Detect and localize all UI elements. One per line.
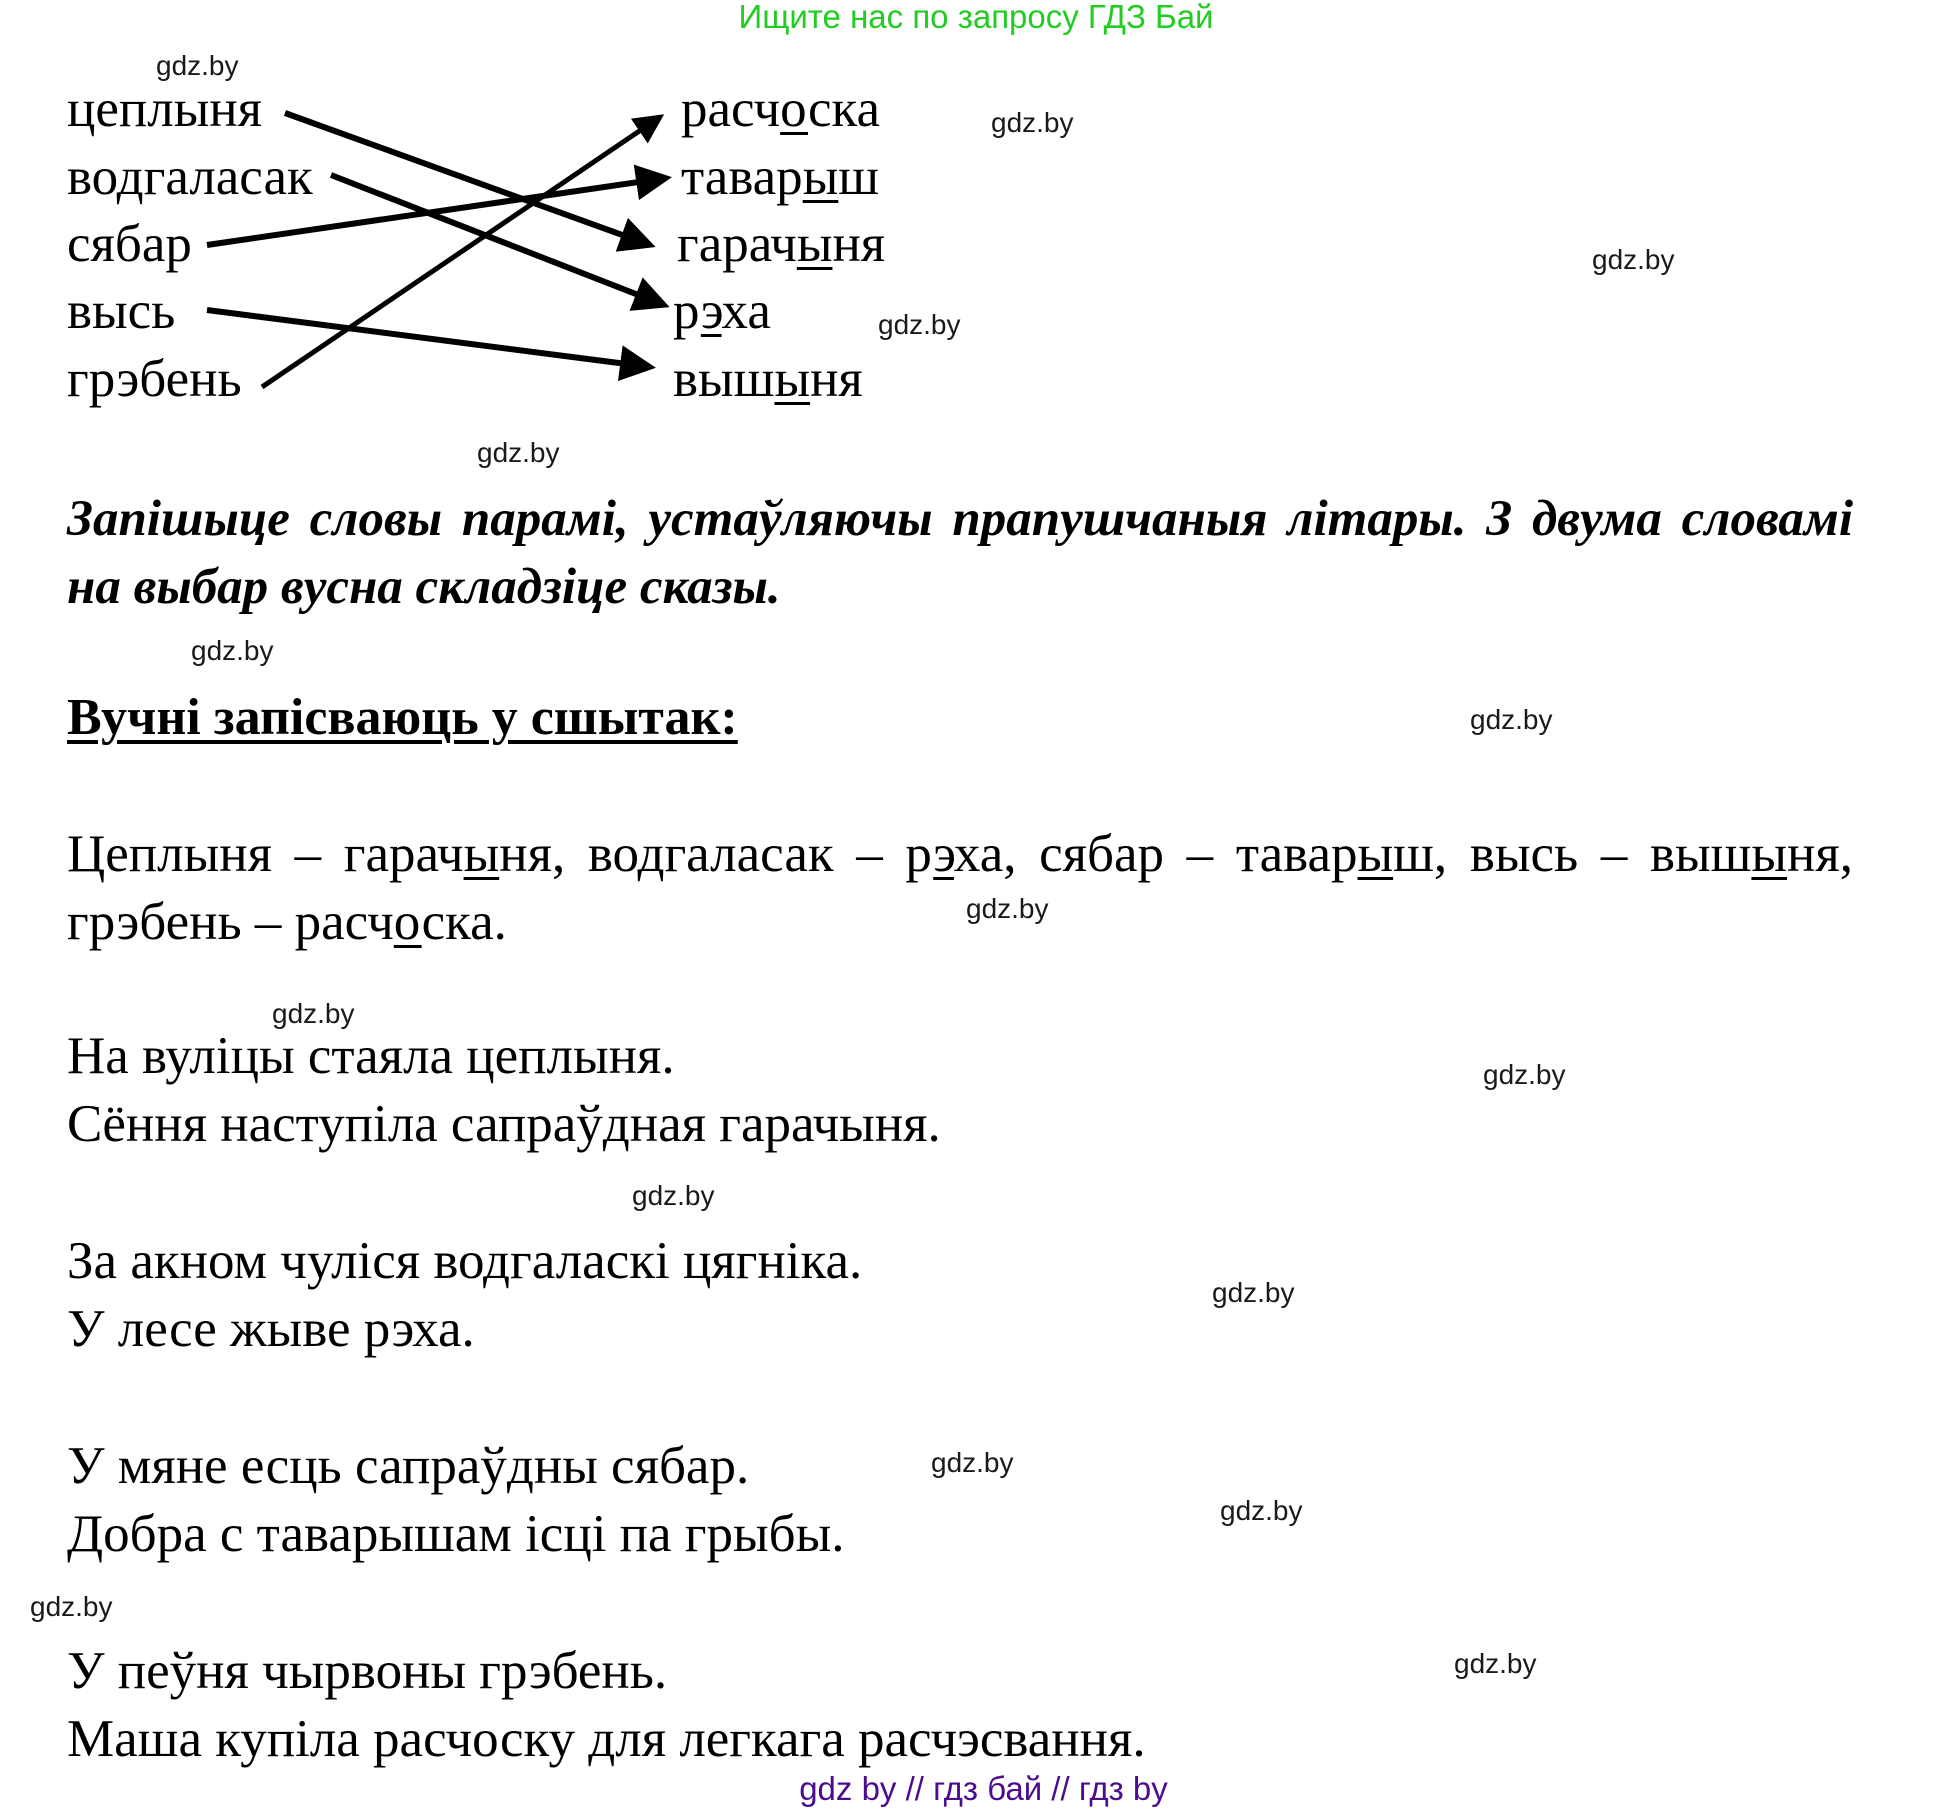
inserted-letter: ы: [796, 215, 833, 273]
watermark: gdz.by: [1212, 1277, 1295, 1308]
left-word: цеплыня: [67, 80, 263, 138]
answer-text: Цеплыня – гарач: [67, 825, 464, 883]
example-sentence: У пеўня чырвоны грэбень.: [67, 1642, 668, 1700]
watermark: gdz.by: [30, 1591, 113, 1622]
answer-text: ня, водгаласак – р: [499, 825, 934, 883]
word-part: ня: [832, 215, 886, 273]
inserted-letter: э: [933, 825, 954, 883]
answer-text: ш, высь – выш: [1393, 825, 1752, 883]
watermark: gdz.by: [477, 437, 560, 468]
task-instruction: Запішыце словы парамі, устаўляючы прапушчаныя літары. З двума словамі на выбар вусна складзіце сказы.: [67, 491, 1853, 615]
inserted-letter: э: [700, 282, 722, 340]
arrow-icon: [207, 310, 650, 367]
word-part: ш: [838, 148, 880, 206]
inserted-letter: ы: [463, 825, 500, 883]
arrow-icon: [207, 178, 666, 245]
inserted-letter: ы: [774, 350, 811, 408]
answer-text: ня, грэбень – расч: [67, 825, 1854, 951]
watermark: gdz.by: [878, 309, 961, 340]
inserted-letter: о: [780, 80, 808, 138]
answer-text: ска.: [421, 893, 507, 951]
word-part: ня: [810, 350, 863, 408]
inserted-letter: о: [393, 893, 422, 951]
watermark: gdz.by: [1483, 1059, 1566, 1090]
inserted-letter: ы: [1357, 825, 1394, 883]
example-sentence: У лесе жыве рэха.: [67, 1300, 475, 1358]
example-sentence: На вуліцы стаяла цеплыня.: [67, 1027, 675, 1085]
watermark: gdz.by: [966, 893, 1049, 924]
left-word: сябар: [67, 215, 192, 273]
example-sentence: Добра с таварышам ісці па грыбы.: [67, 1505, 845, 1563]
word-part: гарач: [677, 215, 797, 273]
word-part: ха: [721, 282, 771, 340]
example-sentence: За акном чуліся водгаласкі цягніка.: [67, 1232, 863, 1290]
watermark: gdz.by: [1454, 1648, 1537, 1679]
search-banner: Ищите нас по запросу ГДЗ Бай: [738, 0, 1214, 35]
inserted-letter: ы: [1751, 825, 1788, 883]
arrow-icon: [331, 175, 664, 305]
word-part: ска: [807, 80, 880, 138]
watermark: gdz.by: [991, 107, 1074, 138]
example-sentence: У мяне есць сапраўдны сябар.: [67, 1437, 750, 1495]
example-sentence: Сёння наступіла сапраўдная гарачыня.: [67, 1095, 941, 1153]
footer-watermark: gdz by // гдз бай // гдз by: [799, 1770, 1168, 1807]
watermark: gdz.by: [156, 50, 239, 81]
section-heading: Вучні запісваюць у сшытак:: [67, 689, 738, 746]
watermark: gdz.by: [1592, 244, 1675, 275]
word-part: тавар: [681, 148, 803, 206]
left-word: водгаласак: [67, 148, 313, 206]
word-part: р: [673, 282, 701, 340]
example-sentence: Маша купіла расчоску для легкага расчэсвання.: [67, 1710, 1146, 1768]
watermark: gdz.by: [632, 1180, 715, 1211]
inserted-letter: ы: [802, 148, 839, 206]
watermark: gdz.by: [191, 635, 274, 666]
arrow-icon: [262, 117, 660, 387]
answer-paragraph: [67, 820, 1853, 956]
left-word: высь: [67, 282, 176, 340]
left-word: грэбень: [67, 350, 242, 408]
watermark: gdz.by: [931, 1447, 1014, 1478]
matching-arrows: [0, 0, 1937, 460]
watermark: gdz.by: [272, 998, 355, 1029]
watermark: gdz.by: [1470, 704, 1553, 735]
right-word: вышыня: [673, 350, 863, 408]
watermark: gdz.by: [1220, 1495, 1303, 1526]
word-part: расч: [681, 80, 781, 138]
answer-text: ха, сябар – тавар: [953, 825, 1358, 883]
